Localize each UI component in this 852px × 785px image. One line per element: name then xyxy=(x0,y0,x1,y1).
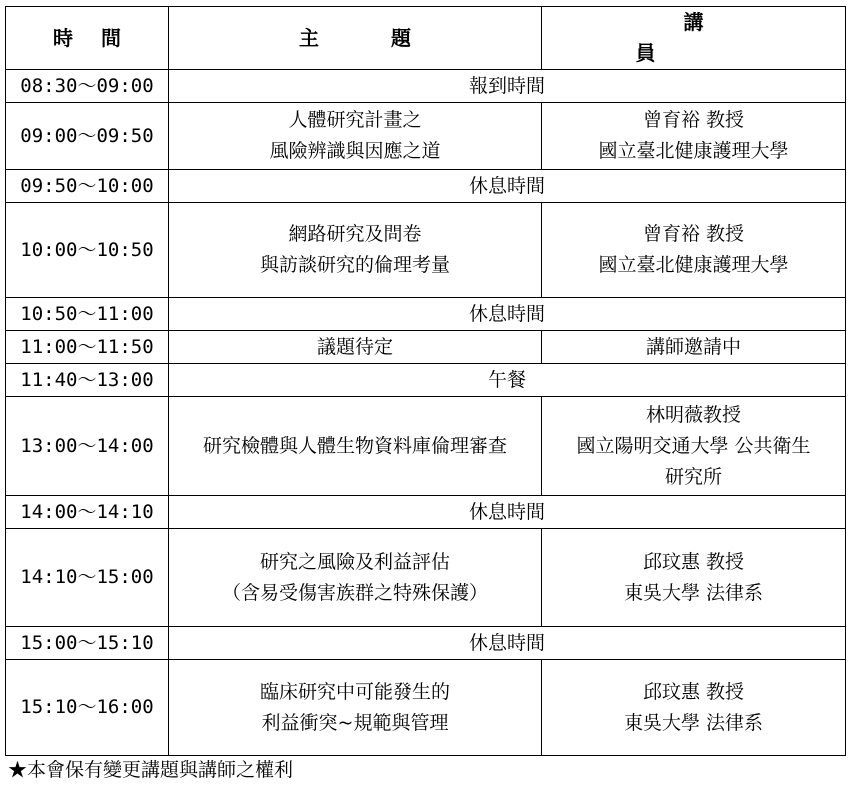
topic-line: 臨床研究中可能發生的 xyxy=(259,680,450,703)
table-row xyxy=(6,496,846,529)
topic-line: 風險辨識與因應之道 xyxy=(269,140,441,162)
merged-cell: 休息時間 xyxy=(169,298,846,331)
table-row xyxy=(6,170,846,203)
table-row xyxy=(6,627,846,660)
time-cell: 15:00～15:10 xyxy=(6,627,169,660)
speaker-line: 國立臺北健康護理大學 xyxy=(598,254,789,276)
topic-cell: 議題待定 xyxy=(169,331,542,364)
topic-cell xyxy=(169,660,542,756)
time-cell: 15:10～16:00 xyxy=(6,660,169,756)
speaker-cell xyxy=(542,529,846,627)
table-row xyxy=(6,70,846,103)
table-row xyxy=(6,660,846,756)
table-row xyxy=(6,397,846,496)
schedule-table xyxy=(5,6,846,756)
topic-cell xyxy=(169,529,542,627)
header-topic: 主題 xyxy=(169,7,542,70)
table-row xyxy=(6,103,846,170)
speaker-line: 東吳大學 法律系 xyxy=(623,711,764,734)
merged-cell: 休息時間 xyxy=(169,170,846,203)
topic-cell xyxy=(169,103,542,170)
time-cell: 10:50～11:00 xyxy=(6,298,169,331)
speaker-cell: 講師邀請中 xyxy=(542,331,846,364)
header-time: 時間 xyxy=(6,7,169,70)
header-row xyxy=(6,7,846,70)
time-cell: 08:30～09:00 xyxy=(6,70,169,103)
topic-line: 網路研究及問卷 xyxy=(288,223,422,245)
speaker-cell xyxy=(542,103,846,170)
merged-cell: 報到時間 xyxy=(169,70,846,103)
speaker-line: 國立陽明交通大學 公共衛生 xyxy=(576,434,811,457)
speaker-line: 林明薇教授 xyxy=(645,403,741,426)
time-cell: 09:00～09:50 xyxy=(6,103,169,170)
speaker-cell xyxy=(542,203,846,298)
speaker-line: 研究所 xyxy=(664,465,722,488)
table-row xyxy=(6,364,846,397)
table-row xyxy=(6,529,846,627)
header-speaker: 講員 xyxy=(542,7,846,70)
merged-cell: 休息時間 xyxy=(169,496,846,529)
speaker-line: 東吳大學 法律系 xyxy=(623,581,764,604)
time-cell: 10:00～10:50 xyxy=(6,203,169,298)
speaker-line: 邱玟惠 教授 xyxy=(642,550,745,573)
table-row xyxy=(6,298,846,331)
speaker-line: 邱玟惠 教授 xyxy=(642,680,745,703)
time-cell: 14:00～14:10 xyxy=(6,496,169,529)
table-row xyxy=(6,331,846,364)
topic-line: （含易受傷害族群之特殊保護） xyxy=(221,581,488,604)
merged-cell: 休息時間 xyxy=(169,627,846,660)
table-row xyxy=(6,203,846,298)
topic-cell xyxy=(169,203,542,298)
footer-note: ★本會保有變更講題與講師之權利 xyxy=(8,759,294,781)
speaker-line: 國立臺北健康護理大學 xyxy=(598,140,789,162)
speaker-cell xyxy=(542,660,846,756)
time-cell: 13:00～14:00 xyxy=(6,397,169,496)
time-cell: 14:10～15:00 xyxy=(6,529,169,627)
speaker-line: 曾育裕 教授 xyxy=(642,223,745,245)
time-cell: 09:50～10:00 xyxy=(6,170,169,203)
speaker-line: 曾育裕 教授 xyxy=(642,109,745,131)
topic-cell: 研究檢體與人體生物資料庫倫理審查 xyxy=(169,397,542,496)
topic-line: 利益衝突~規範與管理 xyxy=(261,711,449,734)
time-cell: 11:40～13:00 xyxy=(6,364,169,397)
topic-line: 人體研究計畫之 xyxy=(288,109,422,131)
merged-cell: 午餐 xyxy=(169,364,846,397)
topic-line: 與訪談研究的倫理考量 xyxy=(259,254,450,276)
time-cell: 11:00～11:50 xyxy=(6,331,169,364)
speaker-cell xyxy=(542,397,846,496)
topic-line: 研究之風險及利益評估 xyxy=(259,550,450,573)
